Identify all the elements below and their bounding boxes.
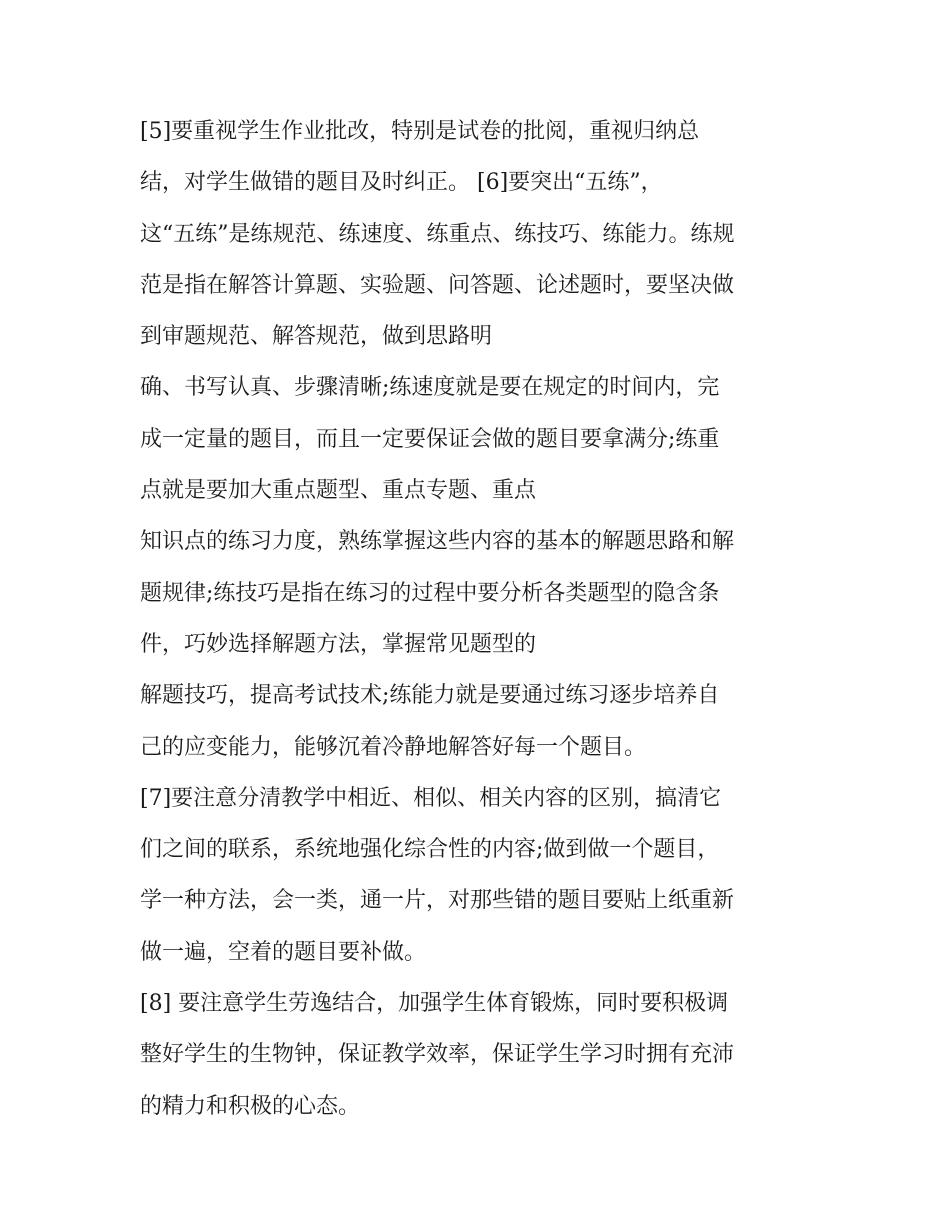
text-line: 这“五练”是练规范、练速度、练重点、练技巧、练能力。练规 <box>140 221 735 247</box>
text-line: 解题技巧，提高考试技术;练能力就是要通过练习逐步培养自 <box>140 683 720 709</box>
text-line: 点就是要加大重点题型、重点专题、重点 <box>140 478 537 504</box>
text-line: 学一种方法，会一类，通一片，对那些错的题目要贴上纸重新 <box>140 888 735 914</box>
text-line: 们之间的联系，系统地强化综合性的内容;做到做一个题目， <box>140 837 720 863</box>
text-line: [8] 要注意学生劳逸结合，加强学生体育锻炼，同时要积极调 <box>140 991 729 1017</box>
text-line: 的精力和积极的心态。 <box>140 1093 361 1119</box>
text-line: 题规律;练技巧是指在练习的过程中要分析各类题型的隐含条 <box>140 580 720 606</box>
text-line: 确、书写认真、步骤清晰;练速度就是要在规定的时间内，完 <box>140 375 720 401</box>
text-line: 范是指在解答计算题、实验题、问答题、论述题时，要坚决做 <box>140 272 735 298</box>
text-line: [5]要重视学生作业批改，特别是试卷的批阅，重视归纳总 <box>140 119 700 144</box>
text-line: 到审题规范、解答规范，做到思路明 <box>140 324 493 350</box>
body-text <box>140 106 830 1132</box>
text-line: 件，巧妙选择解题方法，掌握常见题型的 <box>140 631 537 657</box>
text-line: 成一定量的题目，而且一定要保证会做的题目要拿满分;练重 <box>140 426 720 452</box>
text-line: 做一遍，空着的题目要补做。 <box>140 939 427 965</box>
text-line: 整好学生的生物钟，保证教学效率，保证学生学习时拥有充沛 <box>140 1042 735 1068</box>
text-line: [7]要注意分清教学中相近、相似、相关内容的区别，搞清它 <box>140 785 722 811</box>
text-line: 结，对学生做错的题目及时纠正。 [6]要突出“五练”， <box>140 170 663 196</box>
text-line: 知识点的练习力度，熟练掌握这些内容的基本的解题思路和解 <box>140 529 735 555</box>
text-line: 己的应变能力，能够沉着冷静地解答好每一个题目。 <box>140 734 647 760</box>
